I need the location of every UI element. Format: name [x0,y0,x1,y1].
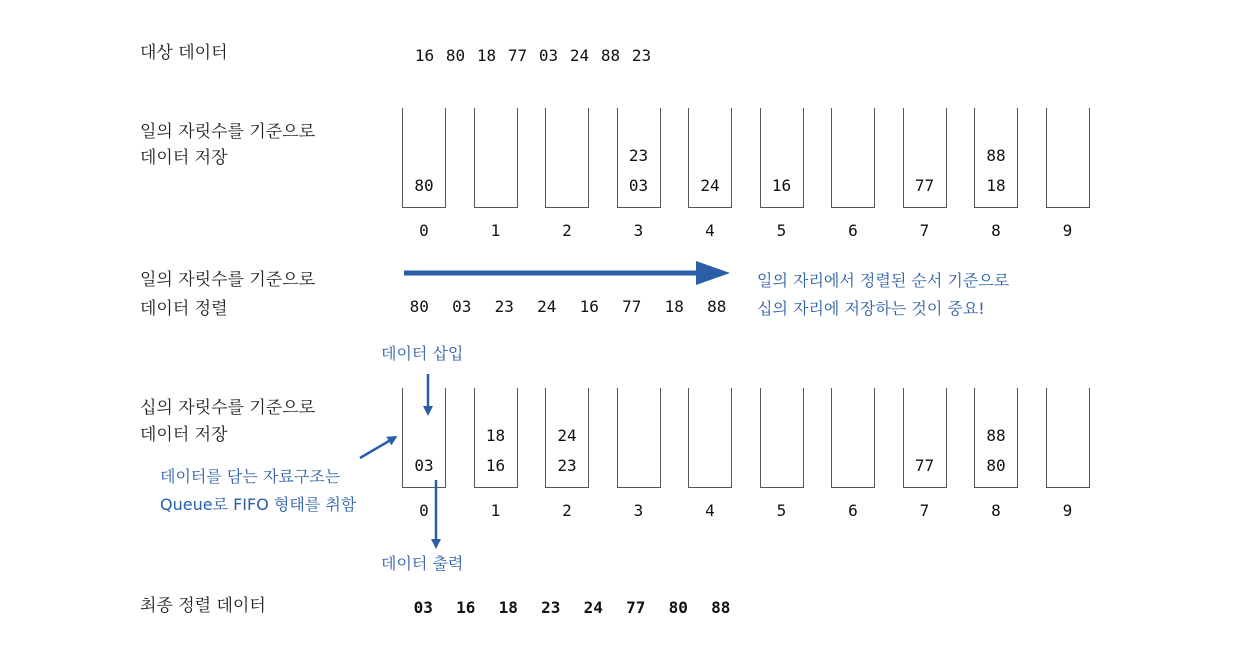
sorted1-note-line2: 십의 자리에 저장하는 것이 중요! [757,299,985,318]
pass1-bucket-index: 4 [705,221,715,240]
final-value: 16 [456,598,476,617]
pass2-bucket-index: 4 [705,501,715,520]
pass2-bucket-item: 24 [557,426,577,445]
pass1-bucket-item: 03 [628,176,649,195]
pass1-bucket-item: 80 [414,176,434,195]
input-value: 80 [445,46,466,65]
pass1-bucket-index: 7 [919,221,930,240]
pass1-bucket-index: 1 [490,221,501,240]
final-label: 최종 정렬 데이터 [140,596,266,616]
input-value: 03 [538,46,559,65]
pass2-bucket-index: 7 [919,501,930,520]
final-value: 77 [626,598,646,617]
pass1-bucket-index: 3 [633,221,644,240]
pass1-store-label-line1: 일의 자릿수를 기준으로 [140,122,316,142]
sorted1-value: 16 [579,297,599,316]
pass2-bucket-index: 9 [1062,501,1073,520]
input-value: 24 [569,46,590,65]
pass1-bucket-item: 18 [986,176,1006,195]
pass1-bucket-index: 5 [776,221,787,240]
pass1-bucket-item: 24 [700,176,720,195]
sorted1-label-line2: 데이터 정렬 [140,299,228,319]
input-value: 16 [414,46,435,65]
final-value: 03 [413,598,433,617]
final-value: 23 [541,598,561,617]
pass2-bucket-item: 16 [485,456,506,475]
pass2-bucket-item: 18 [485,426,506,445]
input-value: 18 [476,46,497,65]
sorted1-value: 88 [707,297,727,316]
input-value: 88 [600,46,621,65]
pass2-bucket-index: 8 [991,501,1001,520]
sorted1-label-line1: 일의 자릿수를 기준으로 [140,270,316,290]
pass2-store-label-line1: 십의 자릿수를 기준으로 [140,398,316,418]
sorted1-note-line1: 일의 자리에서 정렬된 순서 기준으로 [757,271,1010,290]
pass2-bucket-item: 77 [914,456,935,475]
pass1-bucket-index: 6 [848,221,858,240]
pass2-bucket-item: 23 [557,456,577,475]
final-value: 80 [668,598,688,617]
queue-pointer-arrow [360,438,394,458]
pass2-bucket-index: 3 [633,501,644,520]
insert-note: 데이터 삽입 [381,344,464,363]
input-value: 77 [507,46,528,65]
queue-note-line1: 데이터를 담는 자료구조는 [160,467,341,486]
pass1-bucket-item: 88 [986,146,1006,165]
pass2-bucket-index: 0 [419,501,429,520]
pass1-bucket-item: 23 [628,146,649,165]
pass1-bucket-item: 16 [771,176,792,195]
sorted1-value: 24 [537,297,557,316]
queue-note-line2: Queue로 FIFO 형태를 취함 [160,495,357,514]
final-value: 88 [711,598,731,617]
sorted1-value: 77 [622,297,642,316]
pass2-bucket-item: 03 [414,456,434,475]
input-label: 대상 데이터 [140,43,228,63]
pass1-bucket-index: 2 [562,221,572,240]
pass2-bucket-index: 1 [490,501,501,520]
pass2-store-label-line2: 데이터 저장 [140,425,228,445]
pass1-bucket-item: 77 [914,176,935,195]
pass2-bucket-index: 6 [848,501,858,520]
pass2-bucket-index: 2 [562,501,572,520]
pass1-store-label-line2: 데이터 저장 [140,148,228,168]
sorted1-value: 80 [409,297,429,316]
sorted1-value: 03 [452,297,472,316]
output-note: 데이터 출력 [381,554,464,573]
pass2-bucket-item: 80 [986,456,1006,475]
final-value: 24 [583,598,603,617]
final-value: 18 [498,598,518,617]
pass1-bucket-index: 9 [1062,221,1073,240]
pass2-bucket-item: 88 [986,426,1006,445]
pass2-bucket-index: 5 [776,501,787,520]
pass1-bucket-index: 8 [991,221,1001,240]
sorted1-value: 18 [664,297,684,316]
input-value: 23 [631,46,652,65]
main-sort-arrow [404,261,730,285]
sorted1-value: 23 [494,297,514,316]
pass1-bucket-index: 0 [419,221,429,240]
